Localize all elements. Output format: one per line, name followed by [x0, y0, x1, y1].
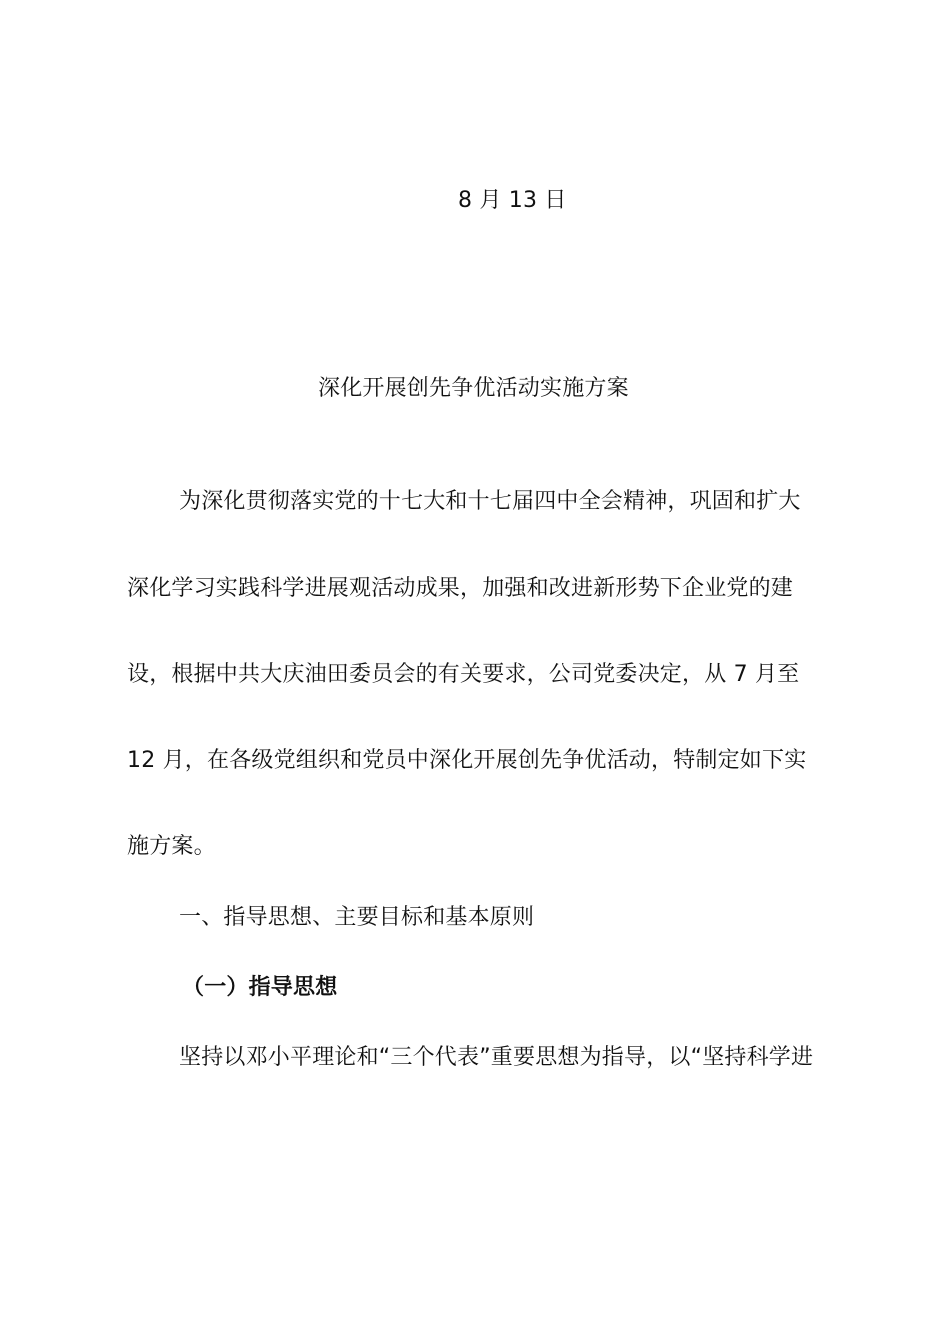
guiding-thought-line: 坚持以邓小平理论和“三个代表”重要思想为指导，以“坚持科学进 — [179, 1045, 814, 1070]
paragraph-line: 为深化贯彻落实党的十七大和十七届四中全会精神，巩固和扩大 — [179, 489, 801, 514]
section-heading: 一、指导思想、主要目标和基本原则 — [179, 905, 535, 930]
paragraph-line: 设，根据中共大庆油田委员会的有关要求，公司党委决定，从 7 月至 — [127, 662, 800, 687]
document-date: 8 月 13 日 — [458, 188, 567, 213]
subsection-heading: （一）指导思想 — [182, 975, 338, 1000]
document-title: 深化开展创先争优活动实施方案 — [318, 376, 629, 401]
paragraph-line: 施方案。 — [127, 834, 216, 859]
paragraph-line: 12 月，在各级党组织和党员中深化开展创先争优活动，特制定如下实 — [127, 748, 807, 773]
paragraph-line: 深化学习实践科学进展观活动成果，加强和改进新形势下企业党的建 — [127, 576, 794, 601]
